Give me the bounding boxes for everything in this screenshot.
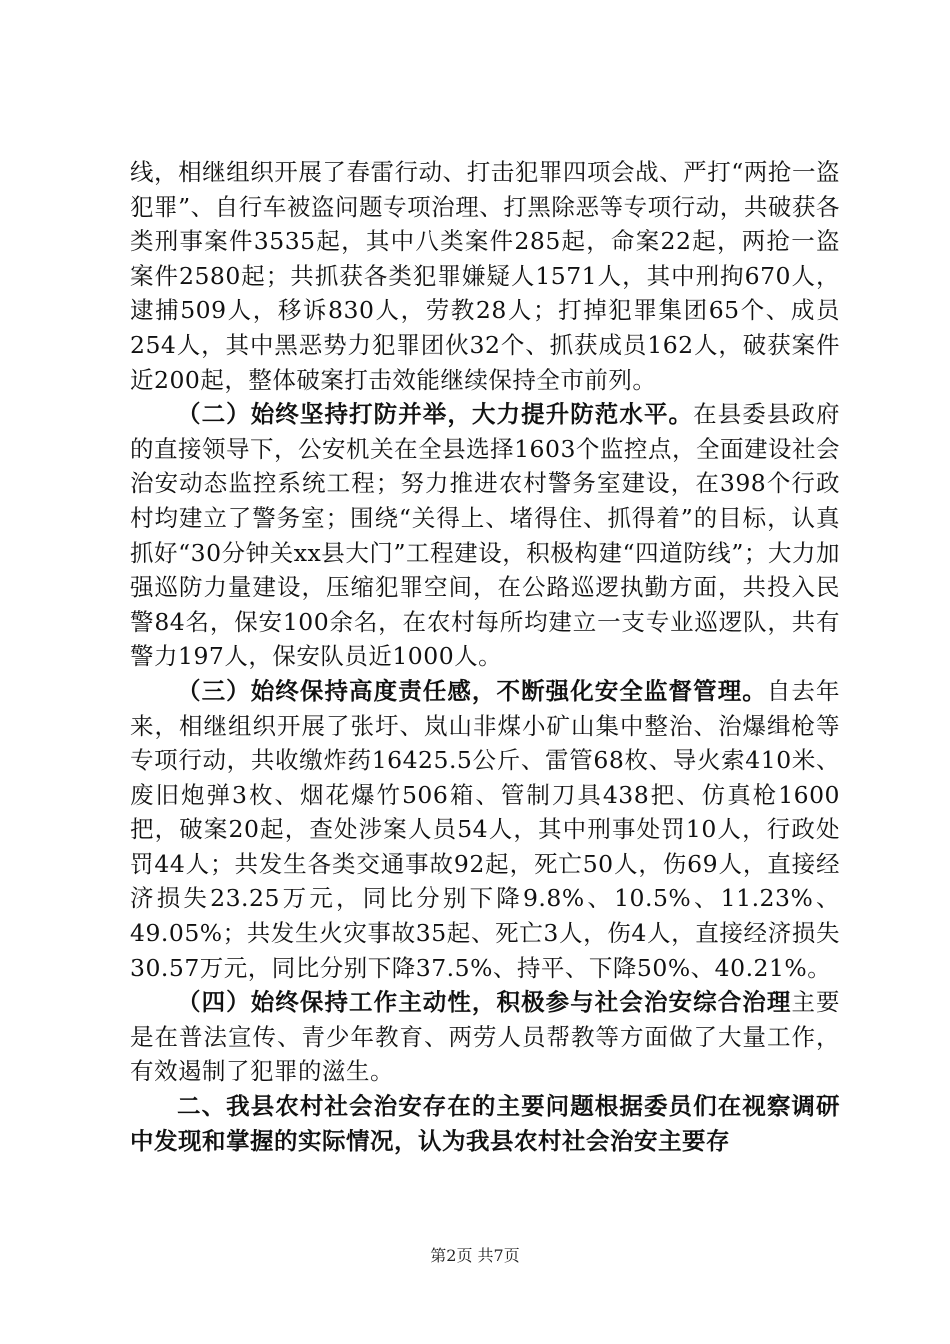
- paragraph-1-text: 线，相继组织开展了春雷行动、打击犯罪四项会战、严打“两抢一盗犯罪”、自行车被盗问题专项治理、打黑除恶等专项行动，共破获各类刑事案件3535起，其中八类案件285起，命案22起，两抢一盗案件2580起；共抓获各类犯罪嫌疑人1571人，其中刑拘670人，逮捕509人，移诉830人，劳教28人；打掉犯罪集团65个、成员254人，其中黑恶势力犯罪团伙32个、抓获成员162人，破获案件近200起，整体破案打击效能继续保持全市前列。: [130, 158, 840, 394]
- paragraph-4-text: 主要是在普法宣传、青少年教育、两劳人员帮教等方面做了大量工作，有效遏制了犯罪的滋生。: [130, 988, 841, 1086]
- section-heading-2: （二）始终坚持打防并举，大力提升防范水平。: [177, 400, 694, 429]
- paragraph-4: [130, 985, 840, 1089]
- section-heading-5: 二、我县农村社会治安存在的主要问题根据委员们在视察调研中发现和掌握的实际情况，认为我县农村社会治安主要存: [130, 1092, 840, 1155]
- paragraph-2-text: 在县委县政府的直接领导下，公安机关在全县选择1603个监控点，全面建设社会治安动态监控系统工程；努力推进农村警务室建设，在398个行政村均建立了警务室；围绕“关得上、堵得住、抓得着”的目标，认真抓好“30分钟关xx县大门”工程建设，积极构建“四道防线”；大力加强巡防力量建设，压缩犯罪空间，在公路巡逻执勤方面，共投入民警84名，保安100余名，在农村每所均建立一支专业巡逻队，共有警力197人，保安队员近1000人。: [130, 400, 841, 671]
- section-heading-3: （三）始终保持高度责任感，不断强化安全监督管理。: [177, 676, 767, 705]
- paragraph-2: [130, 397, 840, 674]
- paragraph-1: [130, 155, 840, 397]
- paragraph-3: [130, 674, 840, 985]
- page-footer: 第2页 共7页: [430, 1246, 520, 1265]
- paragraph-5: [130, 1089, 840, 1158]
- section-heading-4: （四）始终保持工作主动性，积极参与社会治安综合治理: [177, 988, 792, 1017]
- document-body: [130, 155, 840, 1158]
- paragraph-3-text: 自去年来，相继组织开展了张圩、岚山非煤小矿山集中整治、治爆缉枪等专项行动，共收缴炸药16425.5公斤、雷管68枚、导火索410米、废旧炮弹3枚、烟花爆竹506箱、管制刀具438把、仿真枪1600把，破案20起，查处涉案人员54人，其中刑事处罚10人，行政处罚44人；共发生各类交通事故92起，死亡50人，伤69人，直接经济损失23.25万元，同比分别下降9.8%、10.5%、11.23%、49.05%；共发生火灾事故35起、死亡3人，伤4人，直接经济损失30.57万元，同比分别下降37.5%、持平、下降50%、40.21%。: [130, 676, 841, 982]
